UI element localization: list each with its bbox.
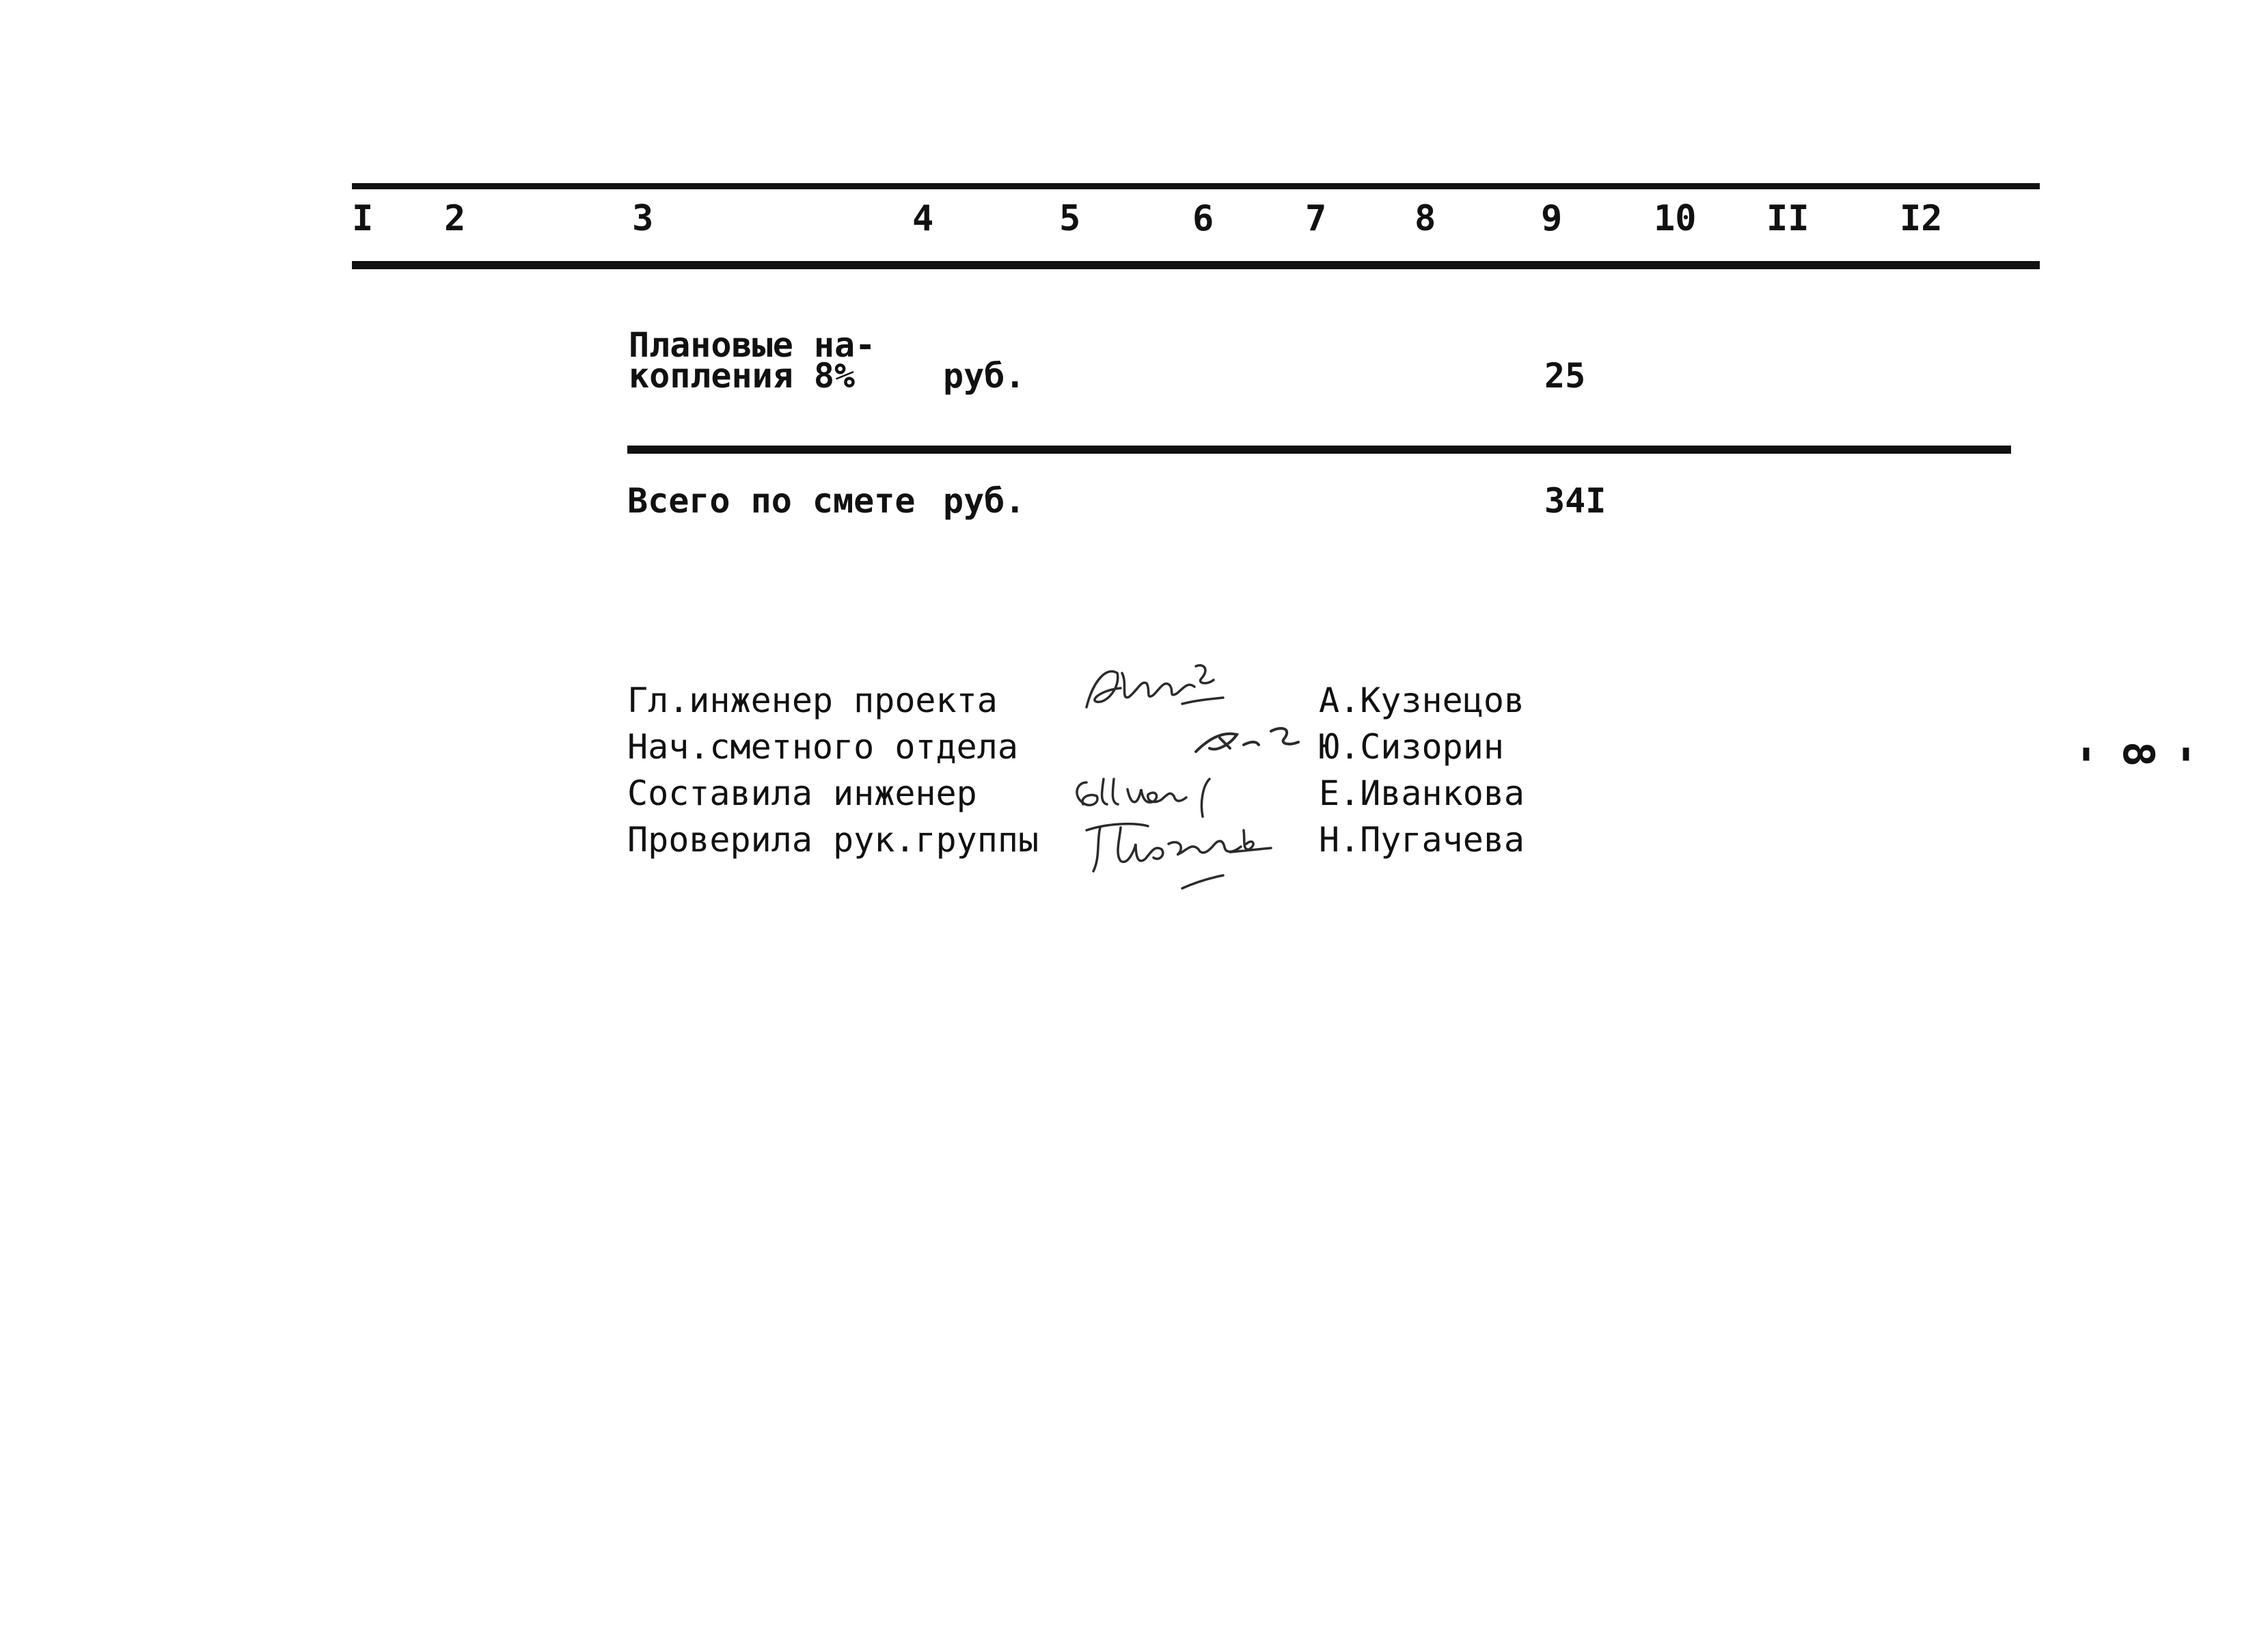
- page-number: [2064, 711, 2214, 834]
- column-number-3: 3: [632, 198, 654, 239]
- column-number-2: 2: [444, 198, 466, 239]
- column-number-6: 6: [1192, 198, 1214, 239]
- row-accumulations-name-line2: копления 8%: [629, 356, 856, 396]
- row-accumulations-value: 25: [1544, 356, 1586, 396]
- column-number-1: I: [352, 198, 374, 239]
- column-number-7: 7: [1305, 198, 1327, 239]
- row-total-unit: руб.: [943, 481, 1026, 521]
- column-number-9: 9: [1541, 198, 1563, 239]
- signature-role-head-estimates: Нач.сметного отдела: [627, 727, 1018, 767]
- column-number-11: II: [1766, 198, 1809, 239]
- signature-name-pugacheva: Н.Пугачева: [1319, 820, 1525, 860]
- row-accumulations-unit: руб.: [943, 356, 1026, 396]
- table-top-rule: [352, 183, 2040, 189]
- column-number-5: 5: [1059, 198, 1081, 239]
- handwritten-signature-sizorin: [1182, 711, 1305, 765]
- column-number-4: 4: [912, 198, 934, 239]
- signature-role-checked-by: Проверила рук.группы: [627, 820, 1039, 860]
- signature-role-chief-engineer: Гл.инженер проекта: [627, 681, 998, 720]
- signature-name-ivankova: Е.Иванкова: [1319, 774, 1525, 813]
- handwritten-signature-pugacheva: [1073, 810, 1298, 899]
- signature-name-sizorin: Ю.Сизорин: [1319, 727, 1504, 767]
- row-total-name: Всего по смете: [627, 481, 916, 521]
- signature-role-compiled-by: Составила инженер: [627, 774, 977, 813]
- row-accumulations-name-line1: Плановые на-: [629, 325, 876, 365]
- signature-name-kuznetsov: А.Кузнецов: [1319, 681, 1525, 720]
- column-number-10: 10: [1654, 198, 1697, 239]
- table-header-bottom-rule: [352, 261, 2040, 269]
- page-number-text: - 8 -: [2064, 741, 2214, 767]
- row-total-value: 34I: [1544, 481, 1607, 521]
- total-rule: [627, 446, 2011, 454]
- column-number-12: I2: [1900, 198, 1943, 239]
- column-number-8: 8: [1415, 198, 1436, 239]
